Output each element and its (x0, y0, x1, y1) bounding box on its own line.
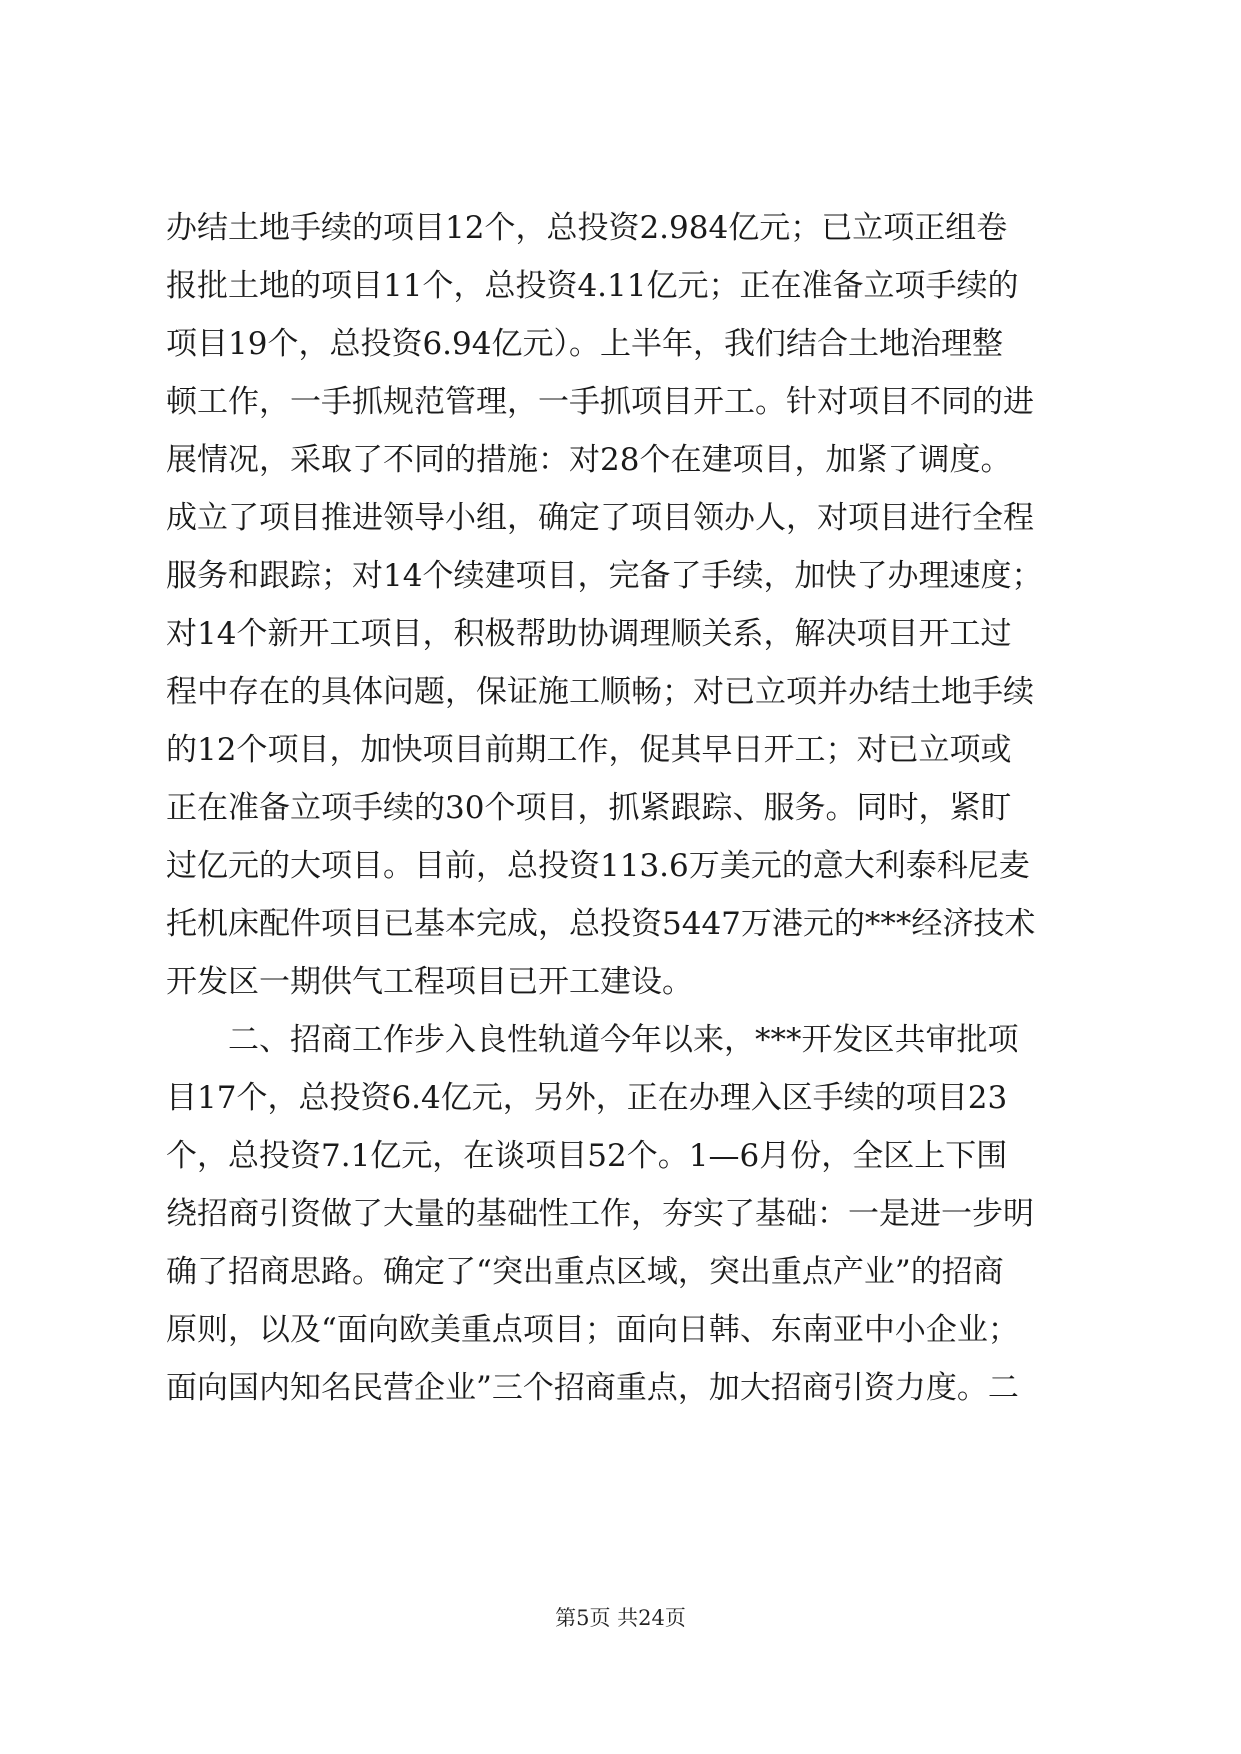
body-text-line: 确了招商思路。确定了“突出重点区域，突出重点产业”的招商 (166, 1254, 1004, 1290)
body-text-line: 展情况，采取了不同的措施：对28个在建项目，加紧了调度。 (166, 442, 1012, 478)
body-text-line: 绕招商引资做了大量的基础性工作，夯实了基础：一是进一步明 (166, 1196, 1034, 1232)
body-text-line: 托机床配件项目已基本完成，总投资5447万港元的***经济技术 (166, 906, 1036, 942)
body-text-line: 面向国内知名民营企业”三个招商重点，加大招商引资力度。二 (166, 1370, 1019, 1406)
body-text-line: 个，总投资7.1亿元，在谈项目52个。1—6月份，全区上下围 (166, 1138, 1008, 1174)
body-text-line: 顿工作，一手抓规范管理，一手抓项目开工。针对项目不同的进 (166, 384, 1034, 420)
body-text-line: 正在准备立项手续的30个项目，抓紧跟踪、服务。同时，紧盯 (166, 790, 1012, 826)
body-text-line: 原则，以及“面向欧美重点项目；面向日韩、东南亚中小企业； (166, 1312, 1019, 1348)
body-text-line: 对14个新开工项目，积极帮助协调理顺关系，解决项目开工过 (166, 616, 1012, 652)
body-text-line: 办结土地手续的项目12个，总投资2.984亿元；已立项正组卷 (166, 210, 1008, 246)
body-text-line: 成立了项目推进领导小组，确定了项目领办人，对项目进行全程 (166, 500, 1034, 536)
body-text-line: 二、招商工作步入良性轨道今年以来，***开发区共审批项 (166, 1022, 1019, 1058)
body-text-line: 项目19个，总投资6.94亿元）。上半年，我们结合土地治理整 (166, 326, 1003, 362)
body-text-line: 报批土地的项目11个，总投资4.11亿元；正在准备立项手续的 (166, 268, 1019, 304)
body-text-line: 程中存在的具体问题，保证施工顺畅；对已立项并办结土地手续 (166, 674, 1034, 710)
body-text-line: 过亿元的大项目。目前，总投资113.6万美元的意大利泰科尼麦 (166, 848, 1030, 884)
body-text-line: 服务和跟踪；对14个续建项目，完备了手续，加快了办理速度； (166, 558, 1043, 594)
page-footer: 第5页 共24页 (555, 1606, 686, 1630)
body-text-line: 目17个，总投资6.4亿元，另外，正在办理入区手续的项目23 (166, 1080, 1008, 1116)
body-text-line: 开发区一期供气工程项目已开工建设。 (166, 964, 693, 1000)
body-text-line: 的12个项目，加快项目前期工作，促其早日开工；对已立项或 (166, 732, 1012, 768)
